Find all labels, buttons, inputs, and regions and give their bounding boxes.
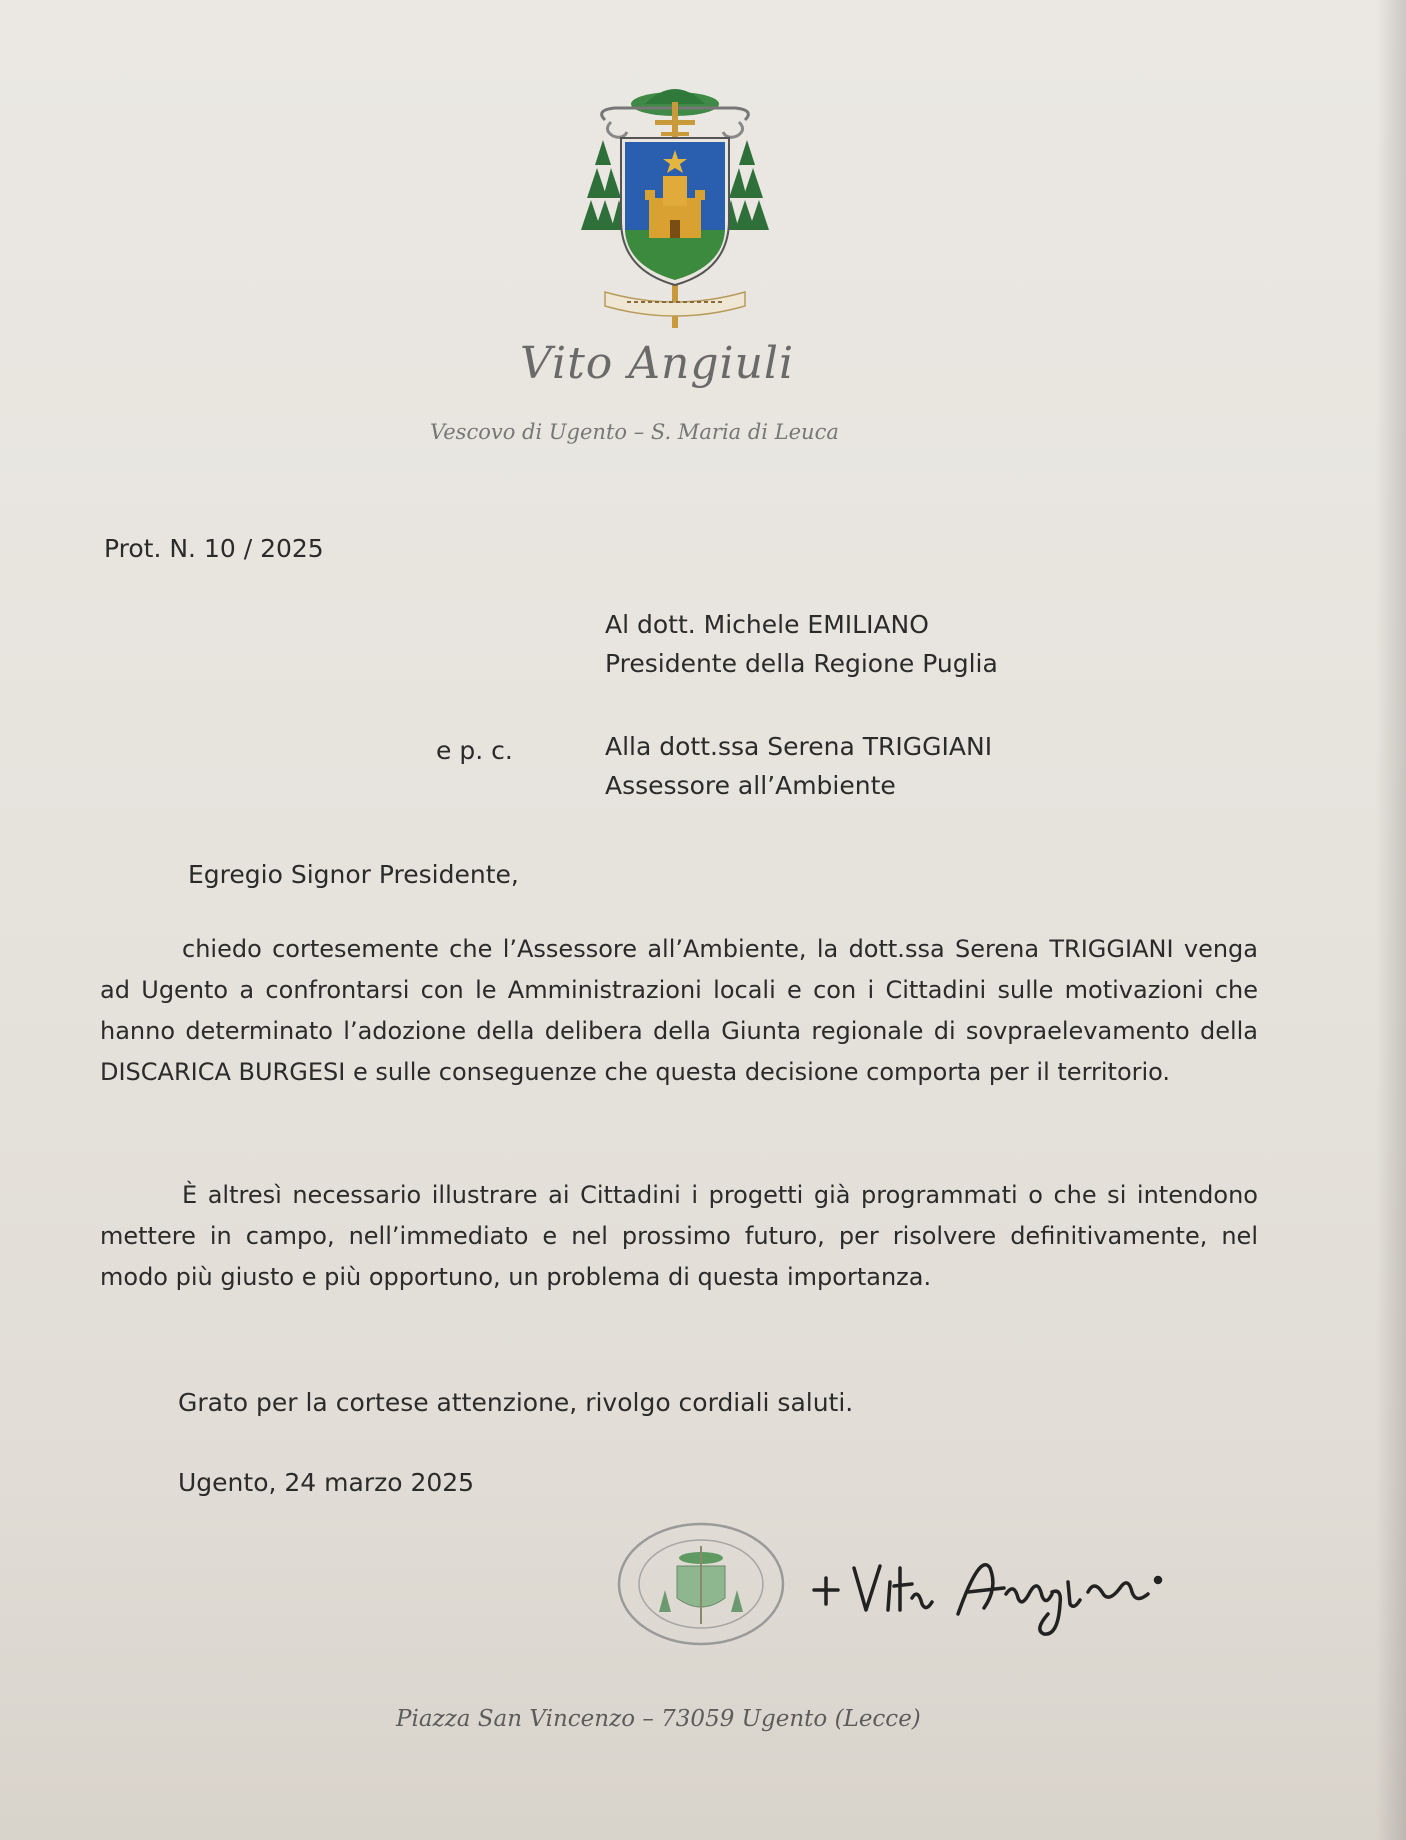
body-paragraph: chiedo cortesemente che l’Assessore all’Ambiente, la dott.ssa Serena TRIGGIANI venga ad Ugento a confrontarsi con le Amministrazioni locali e con i Cittadini sulle motivazioni che hanno determinato l’adozione della delibera della Giunta regionale di sovpraelevamento della DISCARICA BURGESI e sulle conseguenze che questa decisione comporta per il territorio.: [100, 935, 1258, 1086]
letterhead-name: Vito Angiuli: [520, 338, 795, 389]
episcopal-seal-icon: [615, 1520, 787, 1648]
body-paragraph: È altresì necessario illustrare ai Cittadini i progetti già programmati o che si intendono mettere in campo, nell’immediato e nel prossimo futuro, per risolvere definitivamente, nel modo più giusto e più opportuno, un problema di questa importanza.: [100, 1181, 1258, 1291]
recipient-name: Al dott. Michele EMILIANO: [605, 610, 929, 639]
place-date: Ugento, 24 marzo 2025: [178, 1468, 475, 1497]
cc-recipient-name: Alla dott.ssa Serena TRIGGIANI: [605, 732, 993, 761]
cc-recipient-title: Assessore all’Ambiente: [605, 771, 896, 800]
letterhead-address: Piazza San Vincenzo – 73059 Ugento (Lecce): [396, 1706, 921, 1732]
coat-of-arms-icon: [575, 80, 775, 330]
letterhead-title: Vescovo di Ugento – S. Maria di Leuca: [430, 420, 839, 444]
handwritten-signature: [808, 1548, 1208, 1638]
salutation: Egregio Signor Presidente,: [188, 860, 519, 889]
recipient-title: Presidente della Regione Puglia: [605, 649, 998, 678]
cc-label: e p. c.: [436, 736, 513, 765]
protocol-number: Prot. N. 10 / 2025: [104, 534, 324, 563]
closing-line: Grato per la cortese attenzione, rivolgo cordiali saluti.: [178, 1388, 854, 1417]
